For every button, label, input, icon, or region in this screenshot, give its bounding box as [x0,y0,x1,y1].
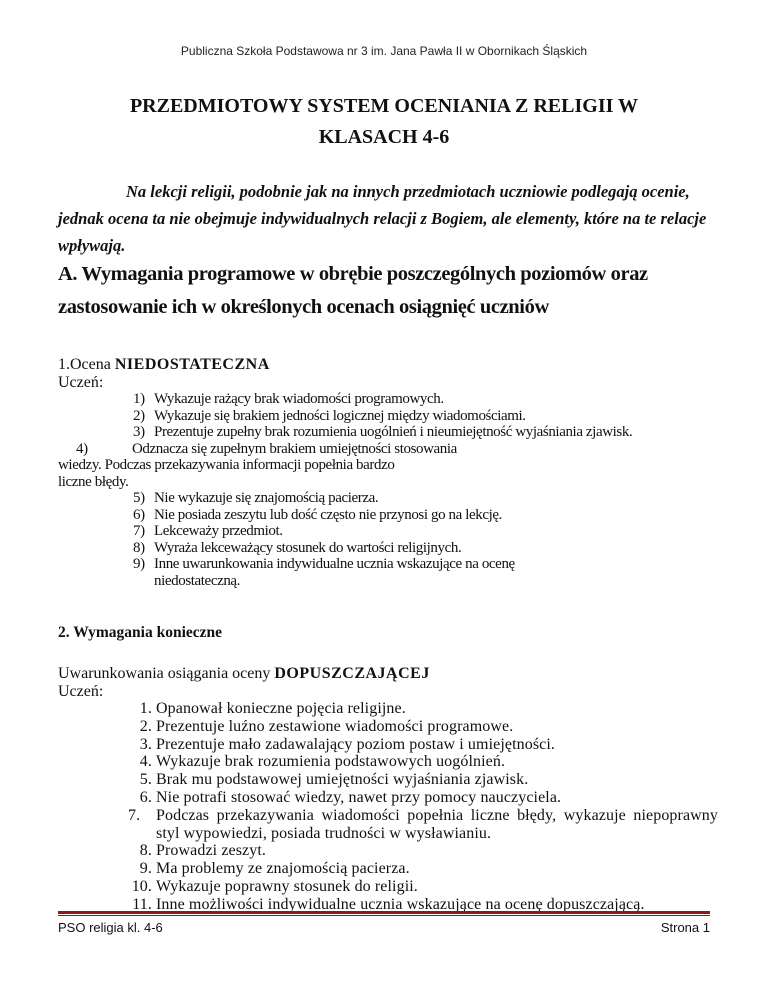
page-header: Publiczna Szkoła Podstawowa nr 3 im. Jana Pawła II w Obornikach Śląskich [180,44,588,58]
list-item: 11. Inne możliwości indywidualne ucznia wskazujące na ocenę dopuszczającą. [132,895,645,913]
section-a-line-2: zastosowanie ich w określonych ocenach osiągnięć uczniów [58,296,549,318]
list-item: 4) Odznacza się zupełnym brakiem umiejętności stosowania [76,440,457,457]
footer-rule-thin [58,915,710,916]
list-item: 7. Podczas przekazywania wiadomości popełnia liczne błędy, wykazuje niepoprawny styl wypowiedzi, posiada trudności w wysławianiu. [128,806,718,842]
list-item: 1) Wykazuje rażący brak wiadomości programowych. [133,391,444,407]
footer-document-name: PSO religia kl. 4-6 [58,920,163,935]
title-line-2: KLASACH 4-6 [318,126,450,148]
intro-paragraph [58,178,708,259]
list-item: 8) Wyraża lekceważący stosunek do wartości religijnych. [133,539,462,556]
list-item: 7) Lekceważy przedmiot. [133,523,283,539]
grade-sufficient-block [58,665,718,914]
list-item-continuation: liczne błędy. [58,473,129,490]
list-item: 1. Opanował konieczne pojęcia religijne. [139,700,406,717]
list-item: 10. Wykazuje poprawny stosunek do religii. [131,877,418,895]
list-item-continuation: wiedzy. Podczas przekazywania informacji popełnia bardzo [58,457,395,473]
list-item: 2) Wykazuje się brakiem jedności logicznej między wiadomościami. [133,407,526,424]
list-item: 9) Inne uwarunkowania indywidualne ucznia wskazujące na ocenę niedostateczną. [133,556,515,589]
list-item: 3) Prezentuje zupełny brak rozumienia uogólnień i nieumiejętność wyjaśniania zjawisk. [133,424,633,440]
list-item: 5. Brak mu podstawowej umiejętności wyjaśniania zjawisk. [139,771,529,789]
grade-sufficient-heading: Uwarunkowania osiągania oceny DOPUSZCZAJĄCEJ [58,665,430,682]
list-item: 8. Prowadzi zeszyt. [139,842,267,860]
document-title [90,91,678,153]
grade-name: NIEDOSTATECZNA [114,356,270,373]
section-a-heading [58,258,718,324]
list-item: 6. Nie potrafi stosować wiedzy, nawet przy pomocy nauczyciela. [139,788,562,806]
grade-insufficient-list [58,391,718,589]
list-item: 6) Nie posiada zeszytu lub dość często nie przynosi go na lekcję. [133,506,502,523]
list-item: 5) Nie wykazuje się znajomością pacierza. [133,490,379,506]
grade-insufficient-heading: 1.Ocena NIEDOSTATECZNA [58,356,270,373]
footer-rule [58,911,710,914]
list-item: 9. Ma problemy ze znajomością pacierza. [139,860,410,878]
list-item: 2. Prezentuje luźno zestawione wiadomości programowe. [139,717,514,735]
student-label: Uczeń: [58,374,104,391]
section-2-heading: 2. Wymagania konieczne [58,624,223,641]
grade-sufficient-list [58,700,718,914]
footer-page-number: Strona 1 [660,920,710,935]
title-line-1: PRZEDMIOTOWY SYSTEM OCENIANIA Z RELIGII W [129,95,639,117]
intro-text: Na lekcji religii, podobnie jak na innych przedmiotach uczniowie podlegają ocenie, jednak ocena ta nie obejmuje indywidualnych relacji z Bogiem, ale elementy, które na te relacje wpływają. [58,182,707,255]
list-item: 4. Wykazuje brak rozumienia podstawowych uogólnień. [139,753,506,771]
section-a-line-1: A. Wymagania programowe w obrębie poszczególnych poziomów oraz [58,263,648,285]
grade-name: DOPUSZCZAJĄCEJ [274,665,430,682]
list-item: 3. Prezentuje mało zadawalający poziom postaw i umiejętności. [139,735,555,753]
student-label: Uczeń: [58,683,104,700]
grade-insufficient-block [58,356,718,589]
